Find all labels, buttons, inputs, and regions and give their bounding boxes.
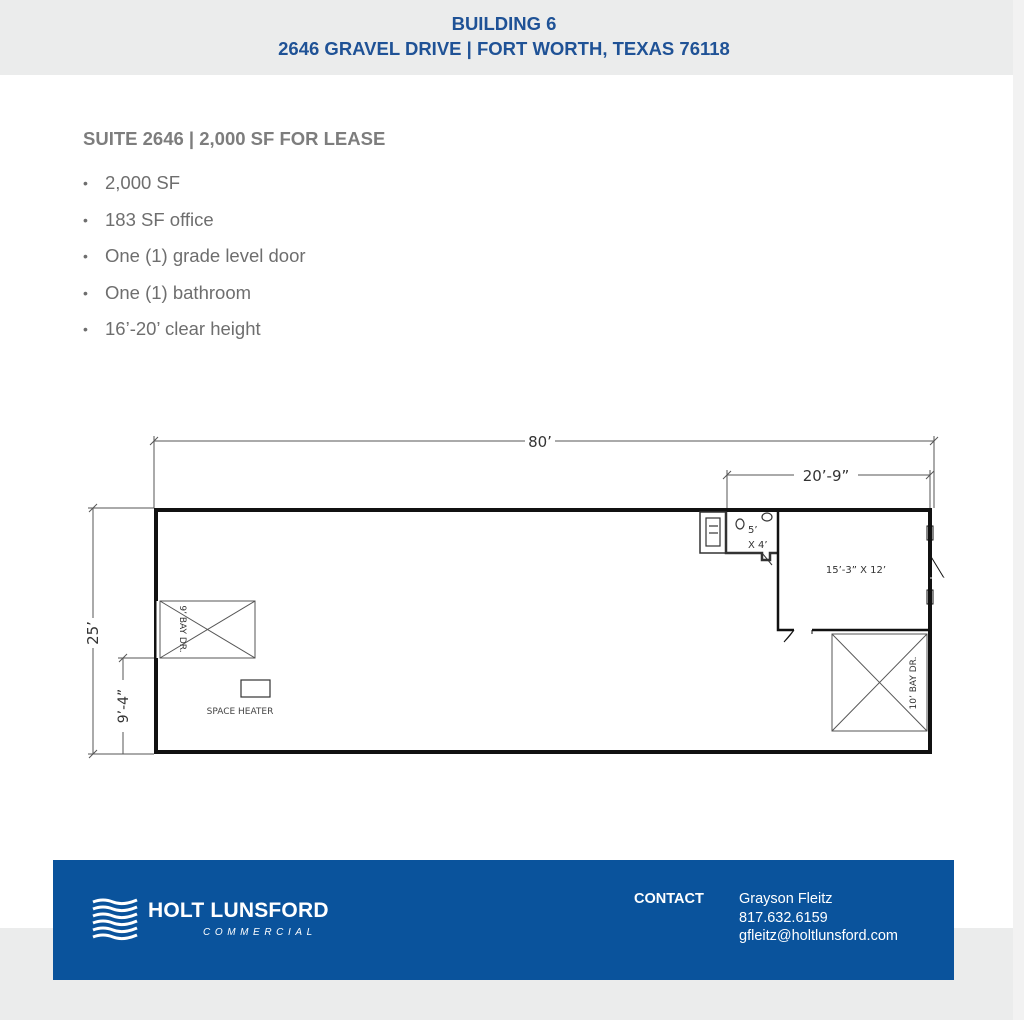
office-width-label: 20’-9” — [802, 467, 850, 485]
building-title: BUILDING 6 — [451, 13, 557, 34]
bathroom — [700, 512, 778, 565]
footer-bar — [53, 860, 954, 980]
contact-name: Grayson Fleitz — [739, 891, 833, 907]
contact-info — [739, 890, 898, 946]
building-address: 2646 GRAVEL DRIVE | FORT WORTH, TEXAS 76118 — [278, 38, 730, 59]
office — [778, 510, 944, 642]
bullet-icon: • — [83, 284, 88, 301]
bullet-icon: • — [83, 321, 88, 338]
left-door-label: 9’ BAY DR. — [177, 605, 187, 653]
brand-name: HOLT LUNSFORD — [148, 899, 329, 922]
right-door-label: 10’ BAY DR. — [909, 656, 919, 710]
overall-depth-label: 25’ — [84, 621, 102, 645]
contact-email[interactable]: gfleitz@holtlunsford.com — [739, 928, 898, 944]
logo-mark-icon — [91, 896, 141, 944]
side-dimension-label: 9’-4” — [116, 688, 132, 724]
bullet-icon: • — [83, 211, 88, 228]
bullet-icon: • — [83, 248, 88, 265]
brand-subtitle: COMMERCIAL — [203, 927, 317, 938]
space-heater-icon — [241, 680, 270, 697]
office-size-label: 15’-3” X 12’ — [825, 565, 887, 576]
space-heater-label: SPACE HEATER — [206, 707, 274, 717]
bath-dim-2: X 4’ — [748, 540, 768, 551]
contact-phone[interactable]: 817.632.6159 — [739, 909, 828, 926]
suite-title: SUITE 2646 | 2,000 SF FOR LEASE — [83, 128, 386, 149]
left-bay-door — [158, 601, 255, 658]
holt-lunsford-logo — [91, 896, 341, 946]
overall-width-label: 80’ — [528, 433, 552, 451]
contact-label: CONTACT — [634, 891, 704, 907]
bath-dim-1: 5’ — [748, 525, 758, 536]
bullet-icon: • — [83, 175, 88, 191]
